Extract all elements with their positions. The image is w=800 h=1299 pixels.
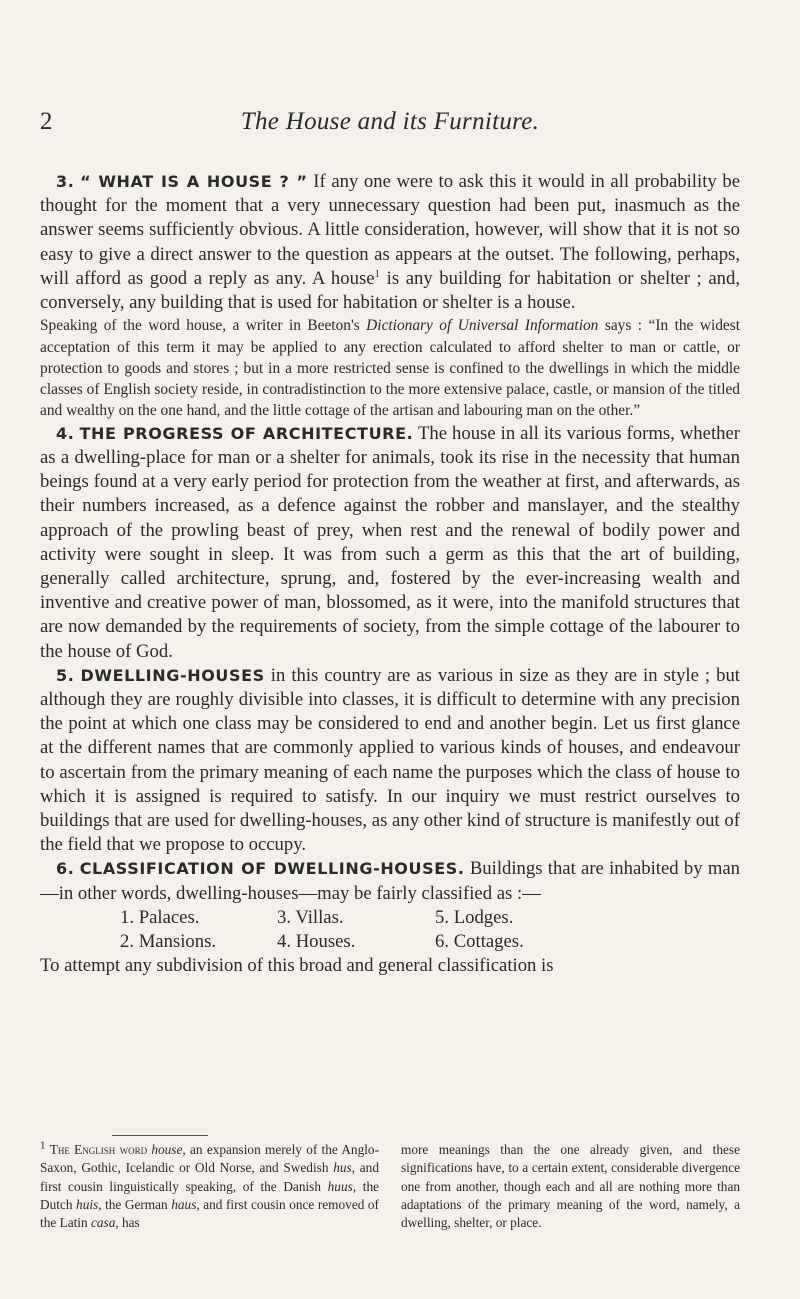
section-3-text: If any one were to ask this it would in all probability be thought for the moment that a very unnecessary question had been put, inasmuch as the answer seems sufficiently obvious. A little consideration, however, will show that it is not so easy to give a direct answer to the question as appears at the outset. The following, perhaps, will afford as good a reply as any. A house [40, 171, 741, 289]
footnote-text: , and first cousin once removed of the Latin [40, 1196, 379, 1231]
footnote-word: casa [90, 1215, 116, 1231]
class-item: 4. Houses. [277, 930, 356, 952]
quote-source: Dictionary of Universal Information [366, 317, 599, 335]
footnote-ref: 1 [374, 267, 381, 280]
classification-list [40, 906, 740, 954]
section-5-text: in this country are as various in size as they are in style ; but although they are roughly divisible into classes, it is difficult to determine with any precision the point at which one class may be considered to end and another begin. Let us first glance at the different names that are commonly applied to various kinds of houses, and endeavour to ascertain from the primary meaning of each name the purposes which the class of house to which it is assigned is required to satisfy. In our inquiry we must restrict ourselves to buildings that are used for dwelling-houses, as any other kind of structure is manifestly out of the field that we propose to occupy. [40, 664, 740, 856]
class-item: 5. Lodges. [435, 906, 514, 928]
section-6-heading: CLASSIFICATION OF DWELLING-HOUSES. [79, 859, 465, 879]
section-4-heading: THE PROGRESS OF ARCHITECTURE. [79, 423, 414, 443]
footnote-word: haus [171, 1196, 197, 1212]
section-3-text-after: is any building for habitation or shelter ; and, conversely, any building that is used for habitation or shelter is a house. [40, 267, 740, 314]
footnote-text: , has [115, 1215, 140, 1231]
section-5 [40, 664, 740, 858]
section-4-text: The house in all its various forms, whether as a dwelling-place for man or a shelter for animals, took its rise in the necessity that human beings found at a very early period for protection from the weather at first, and afterwards, as their numbers increased, as a defence against the robber and manslayer, and the stealthy approach of the prowling beast of prey, when rest and the renewal of bodily power and activity were sought in sleep. It was from such a germ as this that the art of building, generally called architecture, sprung, and, fostered by the ever-increasing wealth and inventive and creative power of man, blossomed, as it were, into the manifold structures that are now demanded by the requirements of society, from the simple cottage of the labourer to the house of God. [40, 422, 741, 662]
footnote-word: house [151, 1142, 183, 1157]
running-title: The House and its Furniture. [240, 108, 540, 135]
footnote-text: , the German [98, 1196, 172, 1212]
footnote-column-1 [40, 1141, 379, 1232]
quote-intro: Speaking of the word house, a writer in Beeton's [40, 317, 367, 335]
beeton-quote [40, 315, 740, 421]
footnote-lead: The English word [49, 1142, 148, 1157]
footnotes [40, 1141, 740, 1232]
section-6-number: 6. [56, 859, 75, 879]
section-5-number: 5. [56, 665, 75, 685]
classification-row [40, 906, 740, 930]
section-3-number: 3. [56, 172, 75, 191]
section-3 [40, 170, 740, 315]
section-3-heading: “ WHAT IS A HOUSE ? ” [80, 172, 308, 191]
section-4-number: 4. [56, 423, 75, 443]
class-item: 6. Cottages. [435, 930, 524, 952]
section-6-text: Buildings that are inhabited by man—in other words, dwelling-houses—may be fairly classified as :— [40, 858, 740, 904]
footnote-text: , the Dutch [40, 1178, 379, 1212]
quote-body: says : “In the widest acceptation of this term it may be applied to any erection calculated to afford shelter to man or cattle, or protection to goods and stores ; but in a more restricted sense is confined to the dwellings in which the middle classes of English society reside, in contradistinction to the more extensive palace, castle, or mansion of the titled and wealthy on the one hand, and the little cottage of the artisan and labouring man on the other.” [40, 317, 741, 420]
footnote-marker: 1 [40, 1139, 46, 1152]
footnote-text: , and first cousin linguistically speaking, of the Danish [40, 1160, 379, 1194]
footnote-text: , an expansion merely of the Anglo-Saxon, Gothic, Icelandic or Old Norse, and Swedish [40, 1142, 379, 1176]
footnote-rule [112, 1135, 208, 1136]
body-text [40, 170, 740, 978]
class-item: 1. Palaces. [120, 906, 200, 928]
section-6 [40, 857, 740, 905]
running-head [40, 108, 740, 142]
footnote-column-2: more meanings than the one already given, and these significations have, to a certain extent, considerable divergence one from another, though each and all are nothing more than adaptations of the primary meaning of the word, namely, a dwelling, shelter, or place. [401, 1142, 740, 1231]
section-5-heading: DWELLING-HOUSES [80, 665, 265, 685]
classification-row [40, 930, 740, 954]
footnote-word: huus [327, 1178, 353, 1194]
class-item: 3. Villas. [277, 906, 344, 928]
section-6-continuation: To attempt any subdivision of this broad and general classification is [40, 955, 554, 977]
page-number: 2 [40, 108, 53, 135]
class-item: 2. Mansions. [120, 930, 217, 952]
section-4 [40, 422, 740, 664]
footnote-word: hus [333, 1160, 352, 1176]
footnote-word: huis [76, 1196, 99, 1212]
